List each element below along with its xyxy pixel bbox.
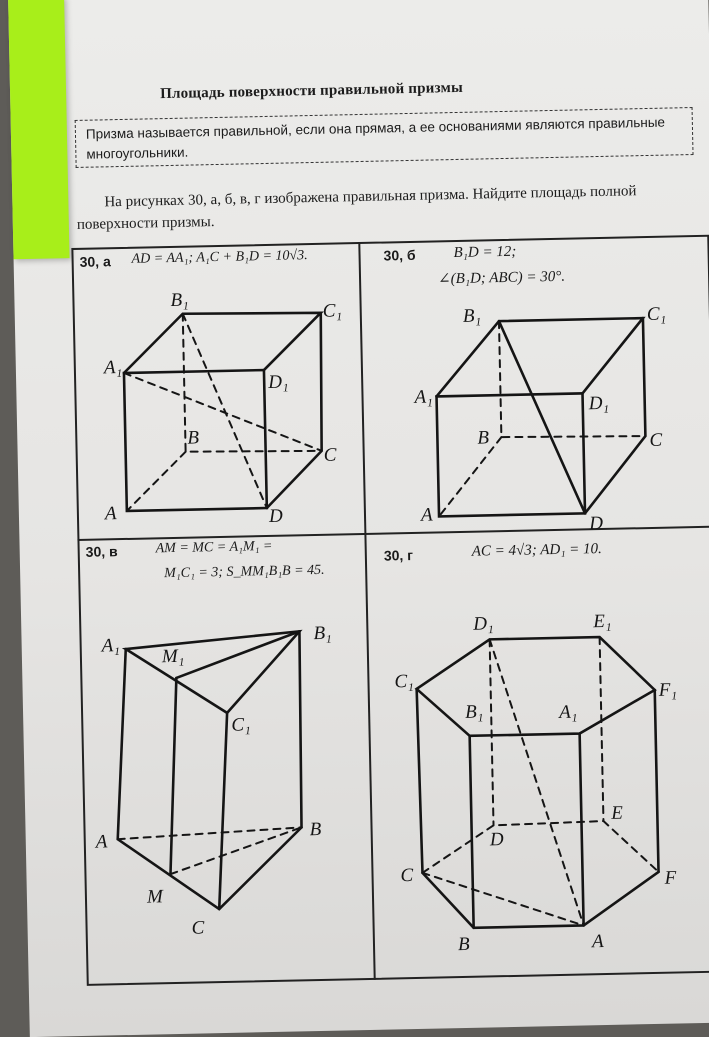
prism-figure-d bbox=[416, 636, 660, 929]
label-d-D: D bbox=[489, 829, 504, 851]
label-b-D: D bbox=[589, 512, 604, 535]
label-c-B1: B₁ bbox=[313, 622, 332, 645]
prism-figure-a bbox=[123, 311, 325, 511]
label-b-C: C bbox=[649, 429, 663, 451]
prism-drawings bbox=[8, 0, 709, 1037]
label-d-E1: E₁ bbox=[593, 610, 612, 633]
label-a-B: B bbox=[187, 427, 200, 449]
condition-c-line1: AM = MC = A₁M₁ = bbox=[155, 538, 273, 557]
prism-figure-c bbox=[113, 631, 305, 911]
label-a-C1: C₁ bbox=[322, 300, 343, 322]
worksheet-page bbox=[8, 0, 709, 1037]
label-a-D1: D₁ bbox=[267, 371, 289, 393]
condition-c-line2: M₁C₁ = 3; S_MM₁B₁B = 45. bbox=[164, 562, 325, 582]
task-text: На рисунках 30, а, б, в, г изображена правильная призма. Найдите площадь полной поверхности призмы. bbox=[76, 183, 637, 233]
label-a-D: D bbox=[268, 505, 283, 527]
label-d-A: A bbox=[591, 931, 604, 953]
label-d-C: C bbox=[400, 865, 414, 887]
label-b-C1: C₁ bbox=[646, 303, 667, 326]
label-d-E: E bbox=[611, 802, 624, 824]
label-c-A1: A₁ bbox=[101, 635, 121, 657]
label-c-M: M bbox=[146, 886, 163, 908]
label-c-B: B bbox=[309, 818, 322, 841]
condition-b-line1: B₁D = 12; bbox=[453, 243, 517, 262]
label-a-A1: A₁ bbox=[103, 357, 123, 379]
prism-figure-b bbox=[435, 318, 647, 516]
condition-a: AD = AA₁; A₁C + B₁D = 10√3. bbox=[131, 248, 308, 267]
label-d-F1: F₁ bbox=[658, 679, 678, 701]
page-title: Площадь поверхности правильной призмы bbox=[159, 79, 464, 103]
cell-label-b: 30, б bbox=[383, 246, 416, 264]
label-c-C1: C₁ bbox=[231, 714, 251, 736]
label-c-M1: M₁ bbox=[161, 645, 185, 668]
label-c-C: C bbox=[191, 917, 205, 939]
label-d-A1: A₁ bbox=[558, 701, 578, 723]
condition-d: AC = 4√3; AD₁ = 10. bbox=[471, 541, 603, 560]
label-a-C: C bbox=[323, 444, 337, 466]
label-d-D1: D₁ bbox=[473, 613, 494, 635]
condition-b-line2: ∠(B₁D; ABC) = 30°. bbox=[437, 268, 566, 288]
label-b-D1: D₁ bbox=[588, 392, 610, 415]
label-b-A1: A₁ bbox=[414, 386, 433, 408]
label-d-B: B bbox=[457, 933, 470, 956]
label-d-F: F bbox=[664, 867, 677, 889]
label-a-B1: B₁ bbox=[170, 289, 189, 311]
label-b-B: B bbox=[477, 427, 490, 449]
label-c-A: A bbox=[95, 831, 108, 853]
cell-label-c: 30, в bbox=[85, 543, 118, 560]
definition-box: Призма называется правильной, если она прямая, а ее основаниями являются правильные многоугольники. bbox=[75, 107, 694, 168]
figure-d-labels bbox=[393, 609, 682, 956]
cell-label-d: 30, г bbox=[383, 546, 414, 564]
label-d-C1: C₁ bbox=[394, 670, 414, 693]
label-d-B1: B₁ bbox=[464, 701, 484, 723]
cell-label-a: 30, а bbox=[79, 253, 111, 270]
label-b-A: A bbox=[420, 504, 433, 526]
label-b-B1: B₁ bbox=[462, 305, 482, 327]
label-a-A: A bbox=[104, 503, 117, 525]
